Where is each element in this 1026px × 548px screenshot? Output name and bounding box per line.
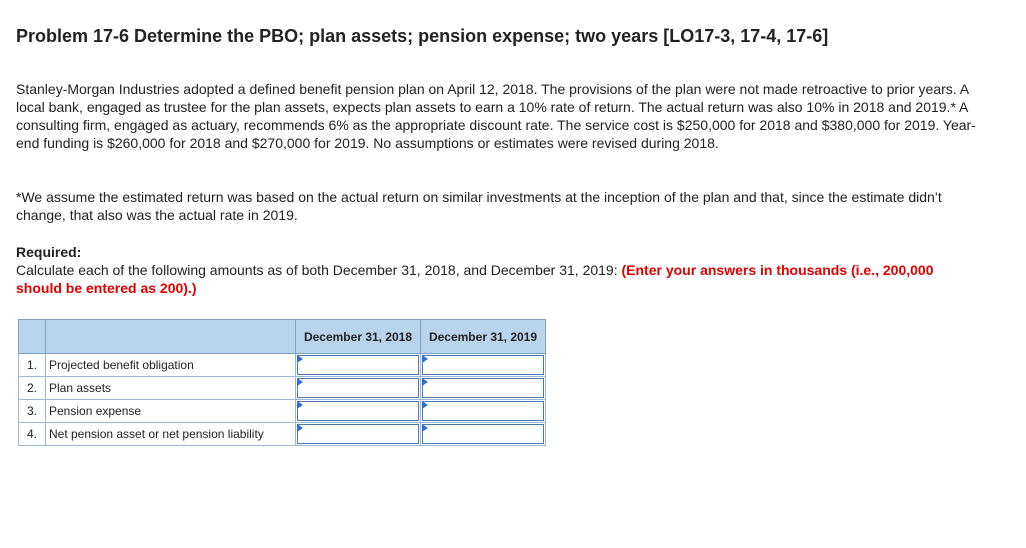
pension-expense-2018-input[interactable] <box>297 401 419 421</box>
required-text <box>16 261 976 297</box>
input-marker-icon <box>297 424 303 432</box>
footnote: *We assume the estimated return was based on the actual return on similar investments at the inception of the plan and that, since the estimate didn’t change, that also was the actual rate in 2019. <box>16 189 942 223</box>
problem-description: Stanley-Morgan Industries adopted a defined benefit pension plan on April 12, 2018. The provisions of the plan were not made retroactive to prior years. A local bank, engaged as trustee for the plan assets, expects plan assets to earn a 10% rate of return. The actual return was also 10% in 2018 and 2019.* A consulting firm, engaged as actuary, recommends 6% as the appropriate discount rate. The service cost is $250,000 for 2018 and $380,000 for 2019. Year-end funding is $260,000 for 2018 and $270,000 for 2019. No assumptions or estimates were revised during 2018. <box>16 81 976 151</box>
header-blank-num <box>19 320 46 354</box>
table-header-row <box>19 320 546 354</box>
row-number: 2. <box>19 377 46 400</box>
row-number: 4. <box>19 423 46 446</box>
plan-assets-2018-input[interactable] <box>297 378 419 398</box>
row-label: Plan assets <box>46 377 296 400</box>
table-row <box>19 354 546 377</box>
required-section <box>16 243 976 297</box>
required-heading: Required: <box>16 244 82 260</box>
table-row <box>19 377 546 400</box>
header-blank-label <box>46 320 296 354</box>
pbo-2018-cell <box>296 354 421 377</box>
row-number: 1. <box>19 354 46 377</box>
net-pension-2019-cell <box>421 423 546 446</box>
net-pension-2018-input[interactable] <box>297 424 419 444</box>
answer-table <box>18 319 546 446</box>
input-marker-icon <box>422 378 428 386</box>
pension-expense-2018-cell <box>296 400 421 423</box>
plan-assets-2019-input[interactable] <box>422 378 544 398</box>
net-pension-2019-input[interactable] <box>422 424 544 444</box>
pbo-2019-input[interactable] <box>422 355 544 375</box>
required-instruction: Calculate each of the following amounts as of both December 31, 2018, and December 31, 2019: <box>16 262 622 278</box>
row-label: Net pension asset or net pension liability <box>46 423 296 446</box>
input-marker-icon <box>297 401 303 409</box>
input-marker-icon <box>422 424 428 432</box>
pension-expense-2019-cell <box>421 400 546 423</box>
table-row <box>19 400 546 423</box>
input-marker-icon <box>422 401 428 409</box>
row-number: 3. <box>19 400 46 423</box>
pbo-2019-cell <box>421 354 546 377</box>
input-marker-icon <box>297 355 303 363</box>
plan-assets-2018-cell <box>296 377 421 400</box>
col-header-2019: December 31, 2019 <box>421 320 546 354</box>
pension-expense-2019-input[interactable] <box>422 401 544 421</box>
input-marker-icon <box>297 378 303 386</box>
page-title: Problem 17-6 Determine the PBO; plan assets; pension expense; two years [LO17-3, 17-4, 17-6] <box>16 26 829 46</box>
plan-assets-2019-cell <box>421 377 546 400</box>
answer-format-note: (Enter your answers in thousands (i.e., 200,000 should be entered as 200).) <box>16 262 934 296</box>
pbo-2018-input[interactable] <box>297 355 419 375</box>
row-label: Pension expense <box>46 400 296 423</box>
row-label: Projected benefit obligation <box>46 354 296 377</box>
net-pension-2018-cell <box>296 423 421 446</box>
input-marker-icon <box>422 355 428 363</box>
col-header-2018: December 31, 2018 <box>296 320 421 354</box>
table-row <box>19 423 546 446</box>
